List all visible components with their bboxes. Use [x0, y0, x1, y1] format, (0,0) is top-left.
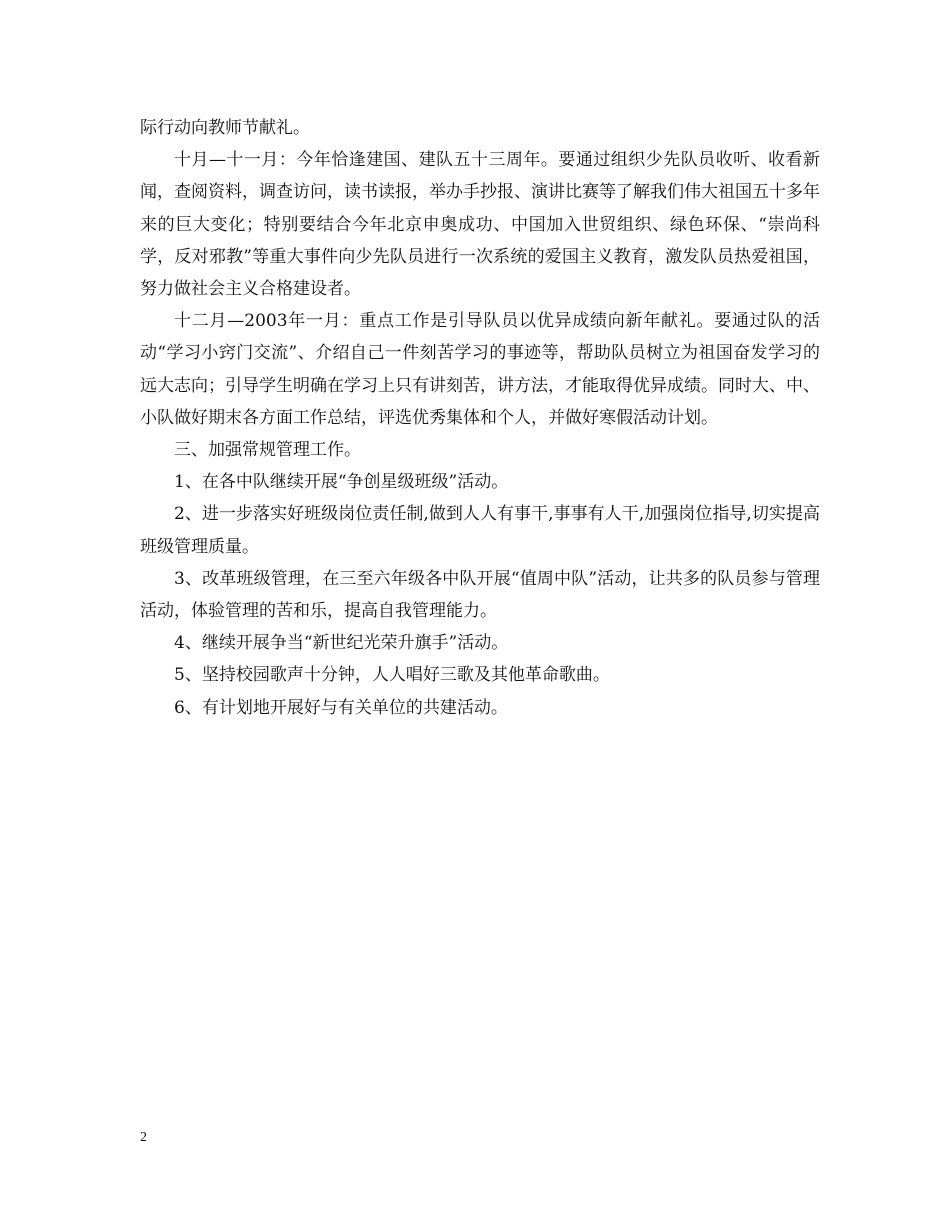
list-item-1: 1、在各中队继续开展“争创星级班级”活动。 — [174, 472, 509, 493]
list-item-5: 5、坚持校园歌声十分钟，人人唱好三歌及其他革命歌曲。 — [174, 665, 610, 686]
page-number: 2 — [140, 1130, 147, 1145]
paragraph-continuation: 际行动向教师节献礼。 — [140, 118, 310, 138]
list-item-2: 2、进一步落实好班级岗位责任制,做到人人有事干,事事有人干,加强岗位指导,切实提高班级管理质量。 — [140, 504, 820, 557]
list-item-3: 3、改革班级管理，在三至六年级各中队开展“值周中队”活动，让共多的队员参与管理活动，体验管理的苦和乐，提高自我管理能力。 — [140, 568, 820, 622]
document-body — [140, 112, 820, 724]
paragraph-october-november: 十月—十一月：今年恰逢建国、建队五十三周年。要通过组织少先队员收听、收看新闻，查阅资料，调查访问，读书读报，举办手抄报、演讲比赛等了解我们伟大祖国五十多年来的巨大变化；特别要结合今年北京申奥成功、中国加入世贸组织、绿色环保、“崇尚科学，反对邪教”等重大事件向少先队员进行一次系统的爱国主义教育，激发队员热爱祖国，努力做社会主义合格建设者。 — [140, 150, 820, 300]
list-item-4: 4、继续开展争当“新世纪光荣升旗手”活动。 — [174, 633, 509, 654]
list-item-6: 6、有计划地开展好与有关单位的共建活动。 — [174, 697, 508, 718]
section-heading-routine-management: 三、加强常规管理工作。 — [174, 440, 361, 461]
paragraph-december-january: 十二月—2003年一月：重点工作是引导队员以优异成绩向新年献礼。要通过队的活动“学习小窍门交流”、介绍自己一件刻苦学习的事迹等，帮助队员树立为祖国奋发学习的远大志向；引导学生明确在学习上只有讲刻苦，讲方法，才能取得优异成绩。同时大、中、小队做好期末各方面工作总结，评选优秀集体和个人，并做好寒假活动计划。 — [140, 311, 820, 428]
